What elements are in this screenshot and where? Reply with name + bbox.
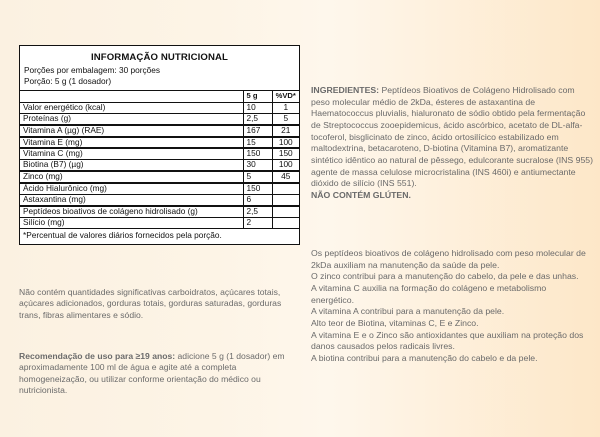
benefit-claim: A vitamina E e o Zinco são antioxidantes que auxiliam na proteção dos danos causados pelos radicais livres. [311, 329, 584, 352]
nutrition-meta [20, 66, 299, 90]
benefit-claim: A vitamina C auxilia na formação do colágeno e metabolismo energético. [311, 282, 547, 305]
nutrition-row [20, 102, 299, 114]
nutrition-row [20, 171, 299, 183]
nutrition-row [20, 137, 299, 149]
nutrient-amount: 10 [243, 102, 272, 114]
nutrition-row [20, 148, 299, 160]
nutrient-name: Vitamina C (mg) [20, 148, 243, 160]
nutrient-amount: 150 [243, 183, 272, 195]
nutrition-row [20, 206, 299, 218]
ingredients-text: Peptídeos Bioativos de Colágeno Hidrolisado com peso molecular médio de 2kDa, ésteres de astaxantina de Haematococcus pluvialis, hialuronato de sódio obtido pela fermentação de Streptococcus zooepidemicus, ácido ascórbico, acetato de DL-alfa-tocoferol, bisglicinato de zinco, ácido ortosilícico estabilizado em maltodextrina, betacaroteno, D-biotina (Vitamina B7), aromatizante sintético idêntico ao natural de pêssego, edulcorante sucralose (INS 955) agente de massa celulose microcristalina (INS 460i) e antiumectante dióxido de silício (INS 551). [311, 85, 594, 189]
nutrition-facts-table [19, 45, 300, 245]
nutrient-amount: 2,5 [243, 206, 272, 218]
header-dv: %VD* [272, 91, 299, 103]
nutrient-name: Vitamina E (mg) [20, 137, 243, 149]
nutrient-amount: 5 [243, 171, 272, 183]
nutrient-name: Ácido Hialurônico (mg) [20, 183, 243, 195]
nutrition-row [20, 125, 299, 137]
nutrient-dv [272, 217, 299, 229]
nutrient-name: Proteínas (g) [20, 114, 243, 126]
nutrient-name: Astaxantina (mg) [20, 194, 243, 206]
header-nutrient [20, 91, 243, 103]
servings-per-package: Porções por embalagem: 30 porções [24, 65, 161, 76]
nutrition-rows [20, 90, 299, 244]
nutrient-name: Vitamina A (µg) (RAE) [20, 125, 243, 137]
serving-size: Porção: 5 g (1 dosador) [24, 76, 112, 87]
nutrition-title: INFORMAÇÃO NUTRICIONAL [90, 52, 229, 63]
benefit-claim: O zinco contribui para a manutenção do cabelo, da pele e das unhas. [311, 271, 579, 282]
nutrition-row [20, 194, 299, 206]
usage-recommendation [19, 351, 304, 396]
nutrient-dv: 1 [272, 102, 299, 114]
nutrient-name: Peptídeos bioativos de colágeno hidrolisado (g) [20, 206, 243, 218]
nutrient-amount: 167 [243, 125, 272, 137]
nutrition-footnote-row [20, 229, 299, 244]
nutrient-dv: 45 [272, 171, 299, 183]
recommendation-label: Recomendação de uso para ≥19 anos: [19, 351, 176, 361]
nutrient-dv [272, 206, 299, 218]
nutrient-name: Zinco (mg) [20, 171, 243, 183]
not-significant-notice: Não contém quantidades significativas carboidratos, açúcares totais, açúcares adicionados, gorduras totais, gorduras saturadas, gorduras trans, fibras alimentares e sódio. [19, 287, 282, 320]
nutrient-dv [272, 194, 299, 206]
nutrition-row [20, 160, 299, 172]
header-amount: 5 g [243, 91, 272, 103]
benefit-claims [311, 248, 591, 365]
nutrient-amount: 15 [243, 137, 272, 149]
ingredients-label: INGREDIENTES: [311, 85, 380, 95]
gluten-notice: NÃO CONTÉM GLÚTEN. [311, 189, 411, 200]
nutrient-name: Biotina (B7) (µg) [20, 160, 243, 172]
nutrition-header-row [20, 91, 299, 103]
benefit-claim: Os peptídeos bioativos de colágeno hidrolisado com peso molecular de 2kDa auxiliam na manutenção da saúde da pele. [311, 248, 586, 270]
benefit-claim: A vitamina A contribui para a manutenção da pele. [311, 306, 505, 317]
nutrient-name: Valor energético (kcal) [20, 102, 243, 114]
nutrient-dv: 5 [272, 114, 299, 126]
nutrient-amount: 6 [243, 194, 272, 206]
nutrient-name: Silício (mg) [20, 217, 243, 229]
recommendation-text: adicione 5 g (1 dosador) em aproximadamente 100 ml de água e agite até a completa homogeneização, ou utilizar conforme orientação do médico ou nutricionista. [19, 351, 285, 396]
nutrient-amount: 2 [243, 217, 272, 229]
benefit-claim: A biotina contribui para a manutenção do cabelo e da pele. [311, 352, 538, 363]
nutrient-dv [272, 183, 299, 195]
nutrition-footnote: *Percentual de valores diários fornecidos pela porção. [20, 229, 299, 244]
nutrient-amount: 30 [243, 160, 272, 172]
nutrient-dv: 100 [272, 160, 299, 172]
nutrient-dv: 150 [272, 148, 299, 160]
nutrition-row [20, 114, 299, 126]
nutrition-row [20, 183, 299, 195]
nutrient-amount: 150 [243, 148, 272, 160]
ingredients-block [311, 85, 595, 202]
nutrient-dv: 100 [272, 137, 299, 149]
benefit-claim: Alto teor de Biotina, vitaminas C, E e Zinco. [311, 317, 479, 328]
nutrition-row [20, 217, 299, 229]
nutrient-dv: 21 [272, 125, 299, 137]
nutrient-amount: 2,5 [243, 114, 272, 126]
